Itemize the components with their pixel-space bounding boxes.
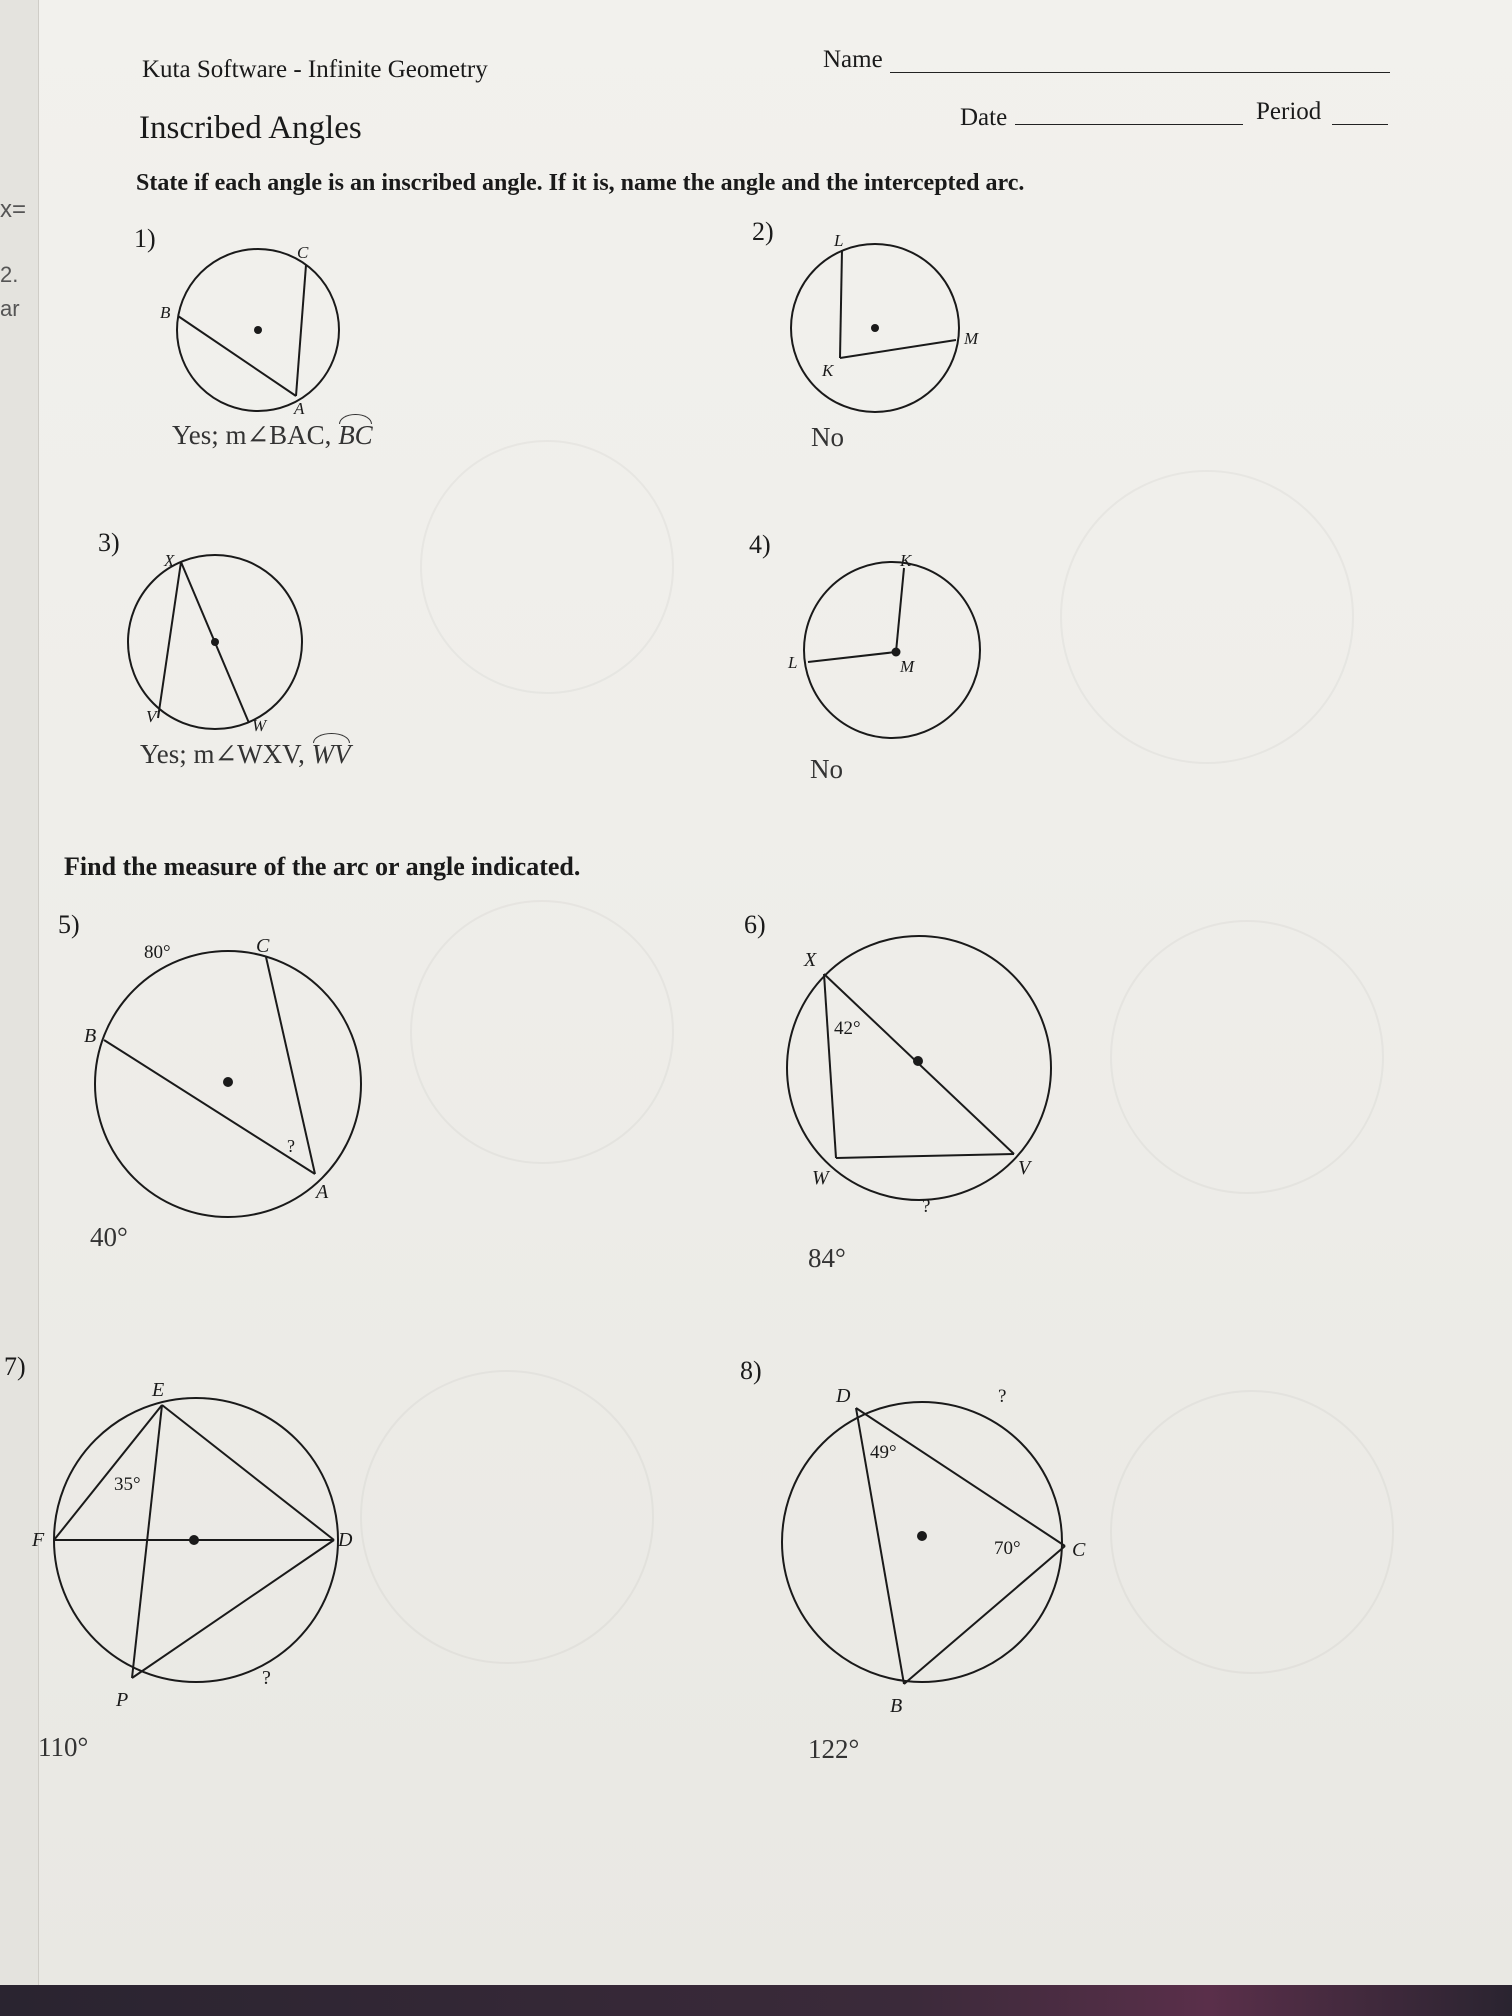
problem-2-figure [780,228,1000,418]
center-point [917,1531,927,1541]
edge-text: ar [0,296,20,321]
segment-km [840,340,956,358]
point-label: X [804,949,817,971]
answer-text: Yes; m∠BAC, [172,420,339,450]
chord-pd [132,1540,334,1678]
point-label: M [964,329,979,348]
problem-number: 6) [744,910,766,939]
unknown-marker: ? [922,1196,931,1217]
answer-1 [172,420,373,451]
chord-xv [824,974,1014,1154]
point-label: K [822,361,834,380]
chord-wv [836,1154,1014,1158]
problem-number: 2) [752,217,774,246]
unknown-marker: ? [287,1136,295,1156]
problem-number: 1) [134,224,156,253]
unknown-marker: ? [262,1667,271,1689]
date-field[interactable] [1015,124,1243,125]
chord-xv [158,562,181,718]
point-label: L [834,231,844,250]
answer-6: 84° [808,1243,846,1273]
given-measure: 80° [144,942,171,963]
segment-lk [840,250,842,358]
center-point [871,324,879,332]
center-point [254,326,262,334]
problem-number: 5) [58,910,80,939]
bleed-through-circle [420,440,674,694]
publisher-name: Kuta Software - Infinite Geometry [142,56,488,83]
given-measure: 42° [834,1018,861,1039]
answer-4: No [810,754,843,784]
problem-number: 4) [749,530,771,559]
problem-8-figure [780,1380,1100,1720]
chord-dc [856,1408,1065,1546]
point-label: C [256,935,270,957]
problem-6-figure [780,930,1080,1230]
point-label: P [116,1689,129,1711]
point-label: C [1072,1539,1086,1561]
problem-1-figure [160,240,360,420]
problem-4-figure [786,550,1006,740]
problem-7-figure [30,1372,370,1711]
answer-2: No [811,422,844,452]
unknown-marker: ? [998,1386,1007,1407]
section-1-instructions: State if each angle is an inscribed angle. If it is, name the angle and the intercepted arc. [136,170,1025,196]
answer-3 [140,739,351,770]
problem-number: 7) [4,1352,26,1381]
answer-7: 110° [38,1732,89,1762]
bleed-through-circle [1060,470,1354,764]
given-measure: 35° [114,1474,141,1495]
background-below-page [0,1985,1512,2016]
point-label: V [1018,1157,1031,1179]
intercepted-arc: WV [311,739,351,769]
bleed-through-circle [1110,920,1384,1194]
point-label: A [316,1181,329,1203]
period-field[interactable] [1332,124,1388,125]
problem-number: 3) [98,528,120,557]
point-label: X [164,551,175,570]
point-label: B [160,303,171,322]
point-label: D [338,1529,353,1551]
point-label: D [836,1385,851,1407]
edge-text: x= [0,196,27,223]
worksheet-title: Inscribed Angles [139,110,362,146]
chord-ep [132,1405,162,1678]
edge-text: 2. [0,262,19,287]
point-label: C [297,243,309,262]
answer-8: 122° [808,1734,860,1764]
chord-ac [296,265,306,396]
point-label: W [812,1167,829,1189]
point-label: E [152,1379,165,1401]
given-measure: 49° [870,1442,897,1463]
date-label: Date [960,104,1008,131]
chord-xw [181,562,249,723]
chord-ed [162,1405,334,1540]
point-label: K [900,551,912,570]
chord-ba [104,1040,315,1174]
given-measure: 70° [994,1538,1021,1559]
problem-3-figure [120,552,320,742]
point-label: B [890,1695,903,1717]
chord-ba [178,316,296,396]
problem-5-figure [80,930,380,1220]
problem-number: 8) [740,1356,762,1385]
point-label: V [146,707,157,726]
period-label: Period [1256,98,1322,125]
answer-text: Yes; m∠WXV, [140,739,312,769]
name-label: Name [823,46,883,73]
bleed-through-circle [1110,1390,1394,1674]
point-label: L [788,653,798,672]
center-point [223,1077,233,1087]
point-label: F [32,1529,45,1551]
name-field[interactable] [890,72,1390,73]
chord-xw [824,974,836,1158]
bleed-through-circle [360,1370,654,1664]
point-label: M [900,657,915,676]
bleed-through-circle [410,900,674,1164]
intercepted-arc: BC [338,420,373,450]
point-label: B [84,1025,97,1047]
radius-ml [808,652,896,662]
point-label: W [252,716,267,735]
point-label: A [294,399,305,418]
radius-mk [896,568,904,652]
section-2-instructions: Find the measure of the arc or angle indicated. [64,852,581,881]
answer-5: 40° [90,1222,128,1252]
